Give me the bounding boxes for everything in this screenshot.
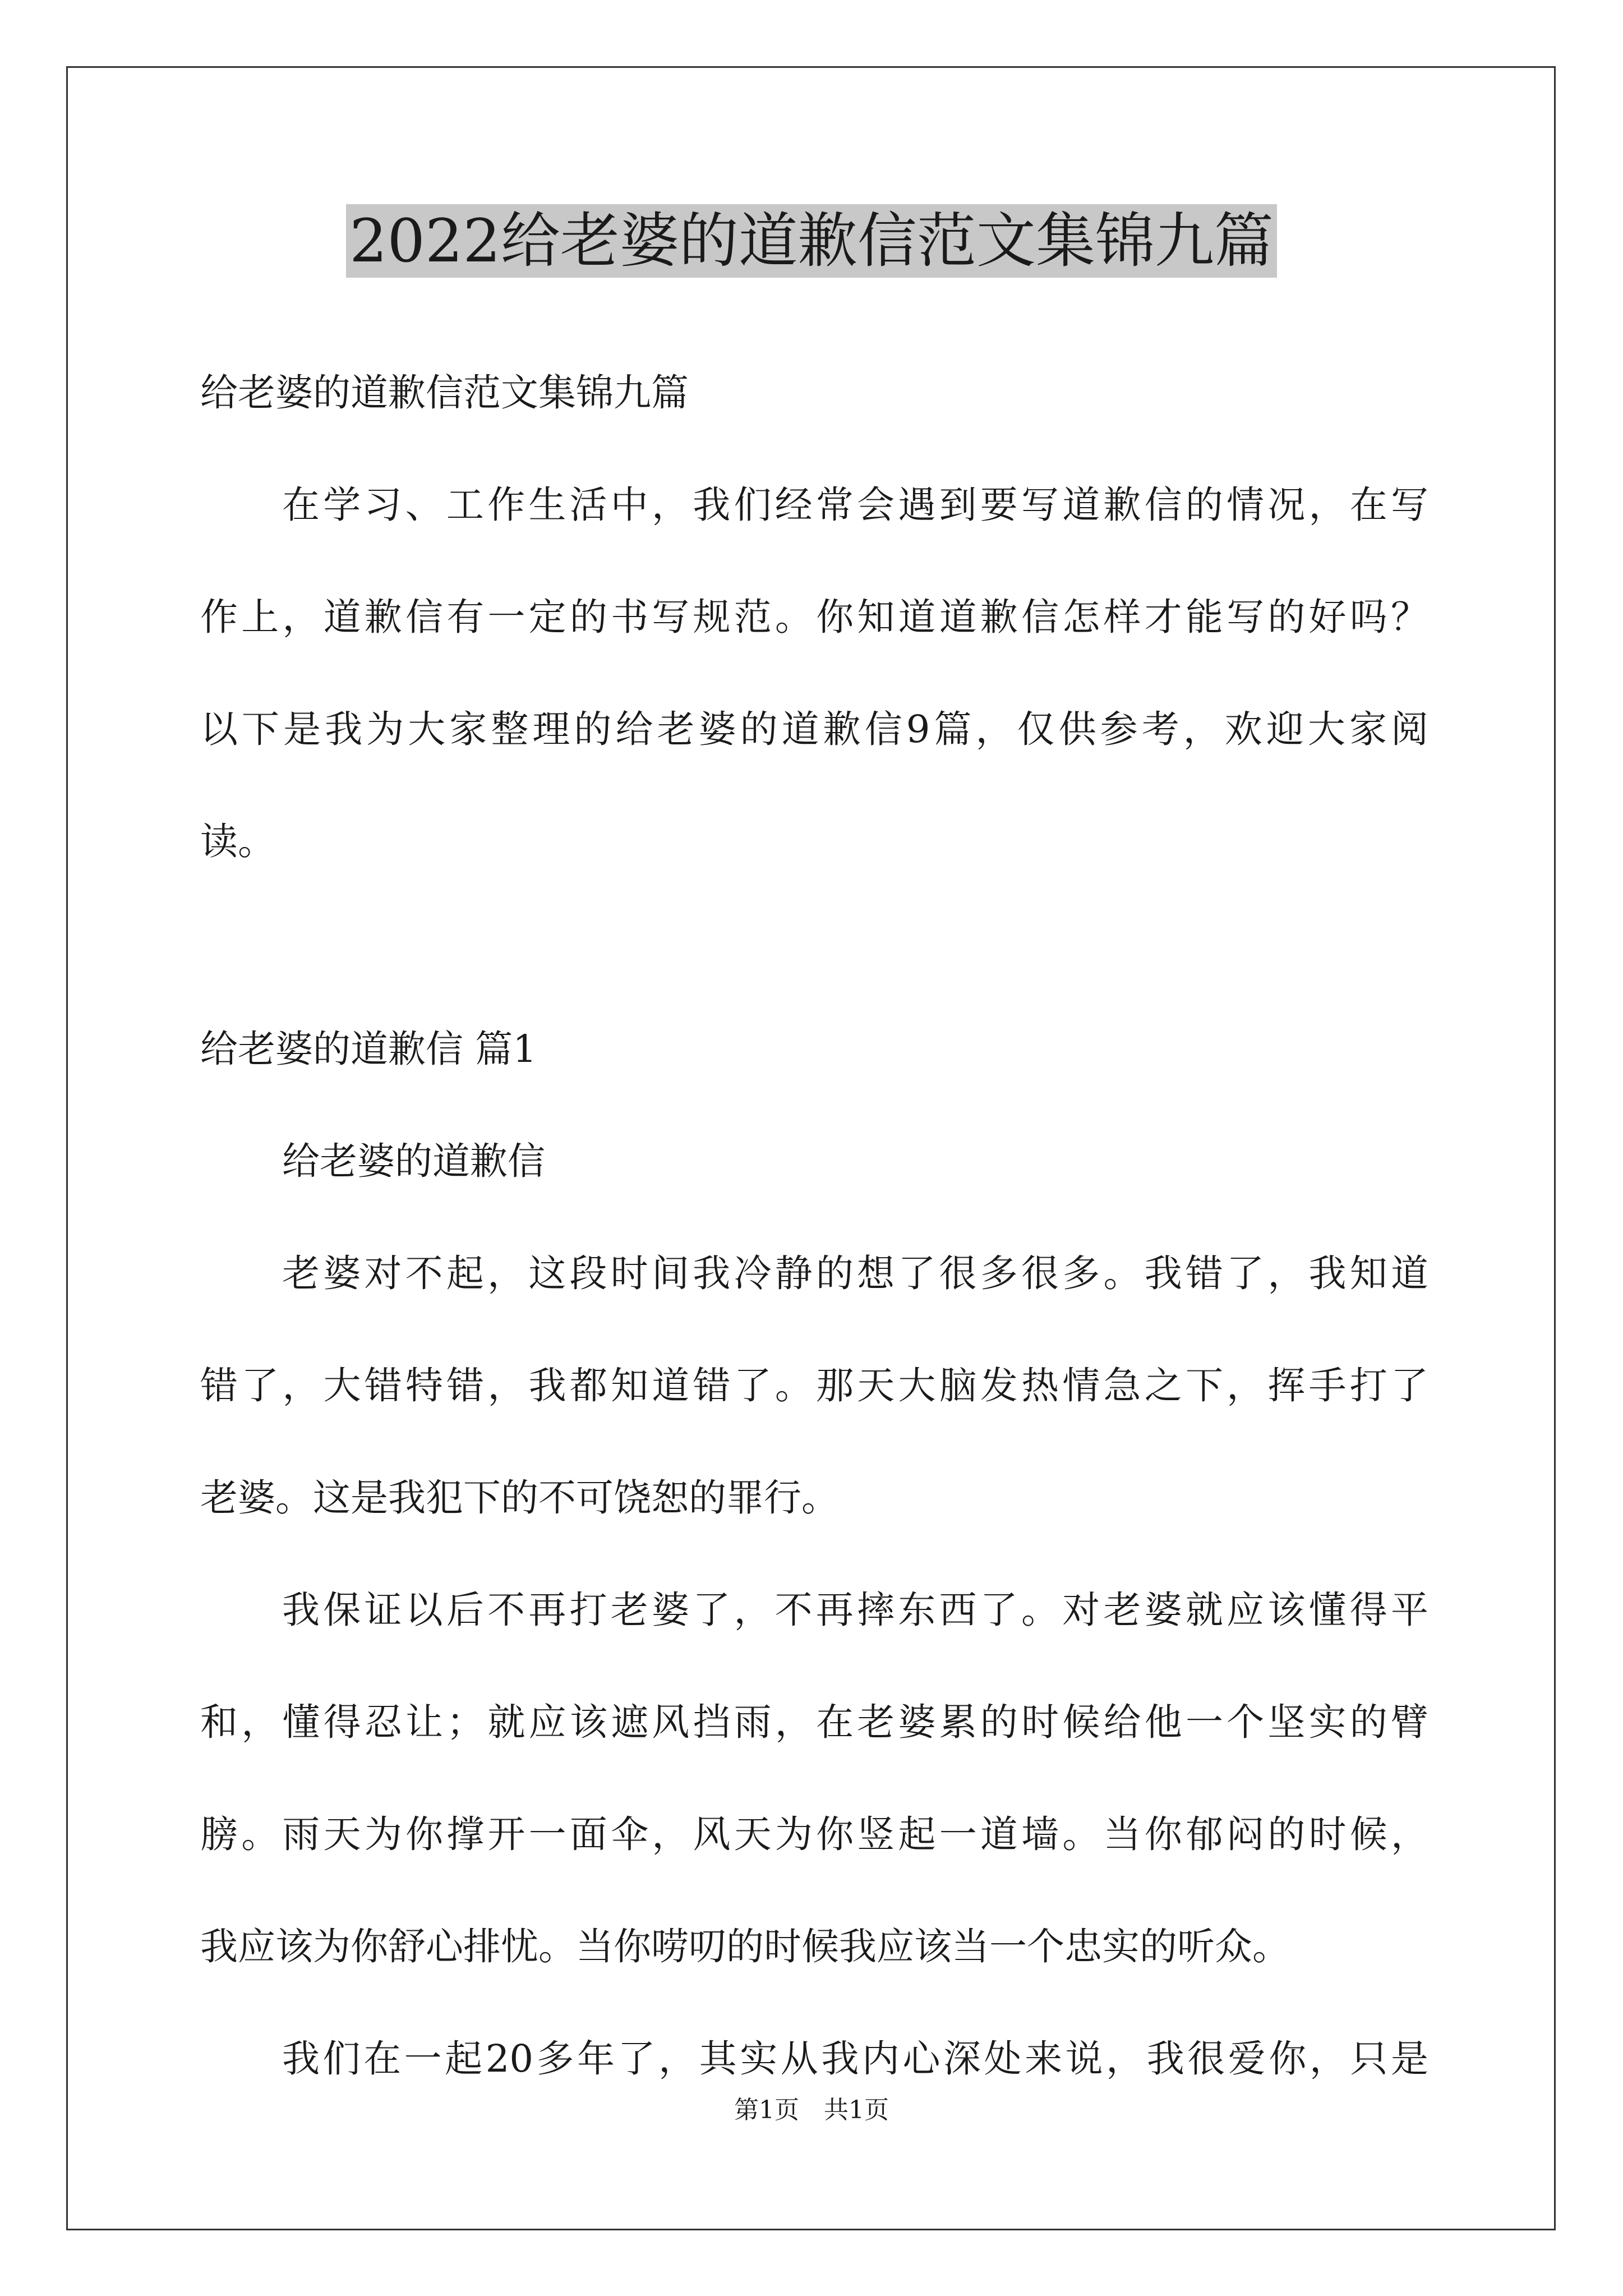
paragraph-line: 和，懂得忍让；就应该遮风挡雨，在老婆累的时候给他一个坚实的臂	[200, 1700, 1428, 1744]
page-footer	[0, 2093, 1623, 2127]
subtitle-line: 给老婆的道歉信范文集锦九篇	[200, 371, 689, 415]
section-heading: 给老婆的道歉信 篇1	[200, 1027, 537, 1071]
page-total: 共1页	[824, 2096, 889, 2124]
paragraph-line: 作上，道歉信有一定的书写规范。你知道道歉信怎样才能写的好吗？	[200, 595, 1428, 639]
paragraph-line: 我们在一起20多年了，其实从我内心深处来说，我很爱你，只是	[282, 2037, 1428, 2081]
paragraph-line: 错了，大错特错，我都知道错了。那天大脑发热情急之下，挥手打了	[200, 1364, 1428, 1407]
paragraph-line: 我保证以后不再打老婆了，不再摔东西了。对老婆就应该懂得平	[282, 1588, 1428, 1632]
document-title	[0, 202, 1623, 280]
page-number: 第1页	[734, 2096, 799, 2124]
paragraph-line: 我应该为你舒心排忧。当你唠叨的时候我应该当一个忠实的听众。	[200, 1925, 1290, 1968]
paragraph-line: 膀。雨天为你撑开一面伞，风天为你竖起一道墙。当你郁闷的时候，	[200, 1812, 1428, 1856]
section-gap	[200, 898, 1428, 993]
letter-heading: 给老婆的道歉信	[282, 1139, 545, 1183]
paragraph-line: 读。	[200, 820, 275, 863]
paragraph-line: 老婆。这是我犯下的不可饶恕的罪行。	[200, 1476, 839, 1520]
paragraph-line: 在学习、工作生活中，我们经常会遇到要写道歉信的情况，在写	[282, 483, 1428, 527]
paragraph-line: 老婆对不起，这段时间我冷静的想了很多很多。我错了，我知道	[282, 1251, 1428, 1295]
document-title-text: 2022给老婆的道歉信范文集锦九篇	[346, 204, 1277, 278]
paragraph-line: 以下是我为大家整理的给老婆的道歉信9篇，仅供参考，欢迎大家阅	[200, 707, 1428, 751]
document-body	[200, 337, 1428, 2115]
